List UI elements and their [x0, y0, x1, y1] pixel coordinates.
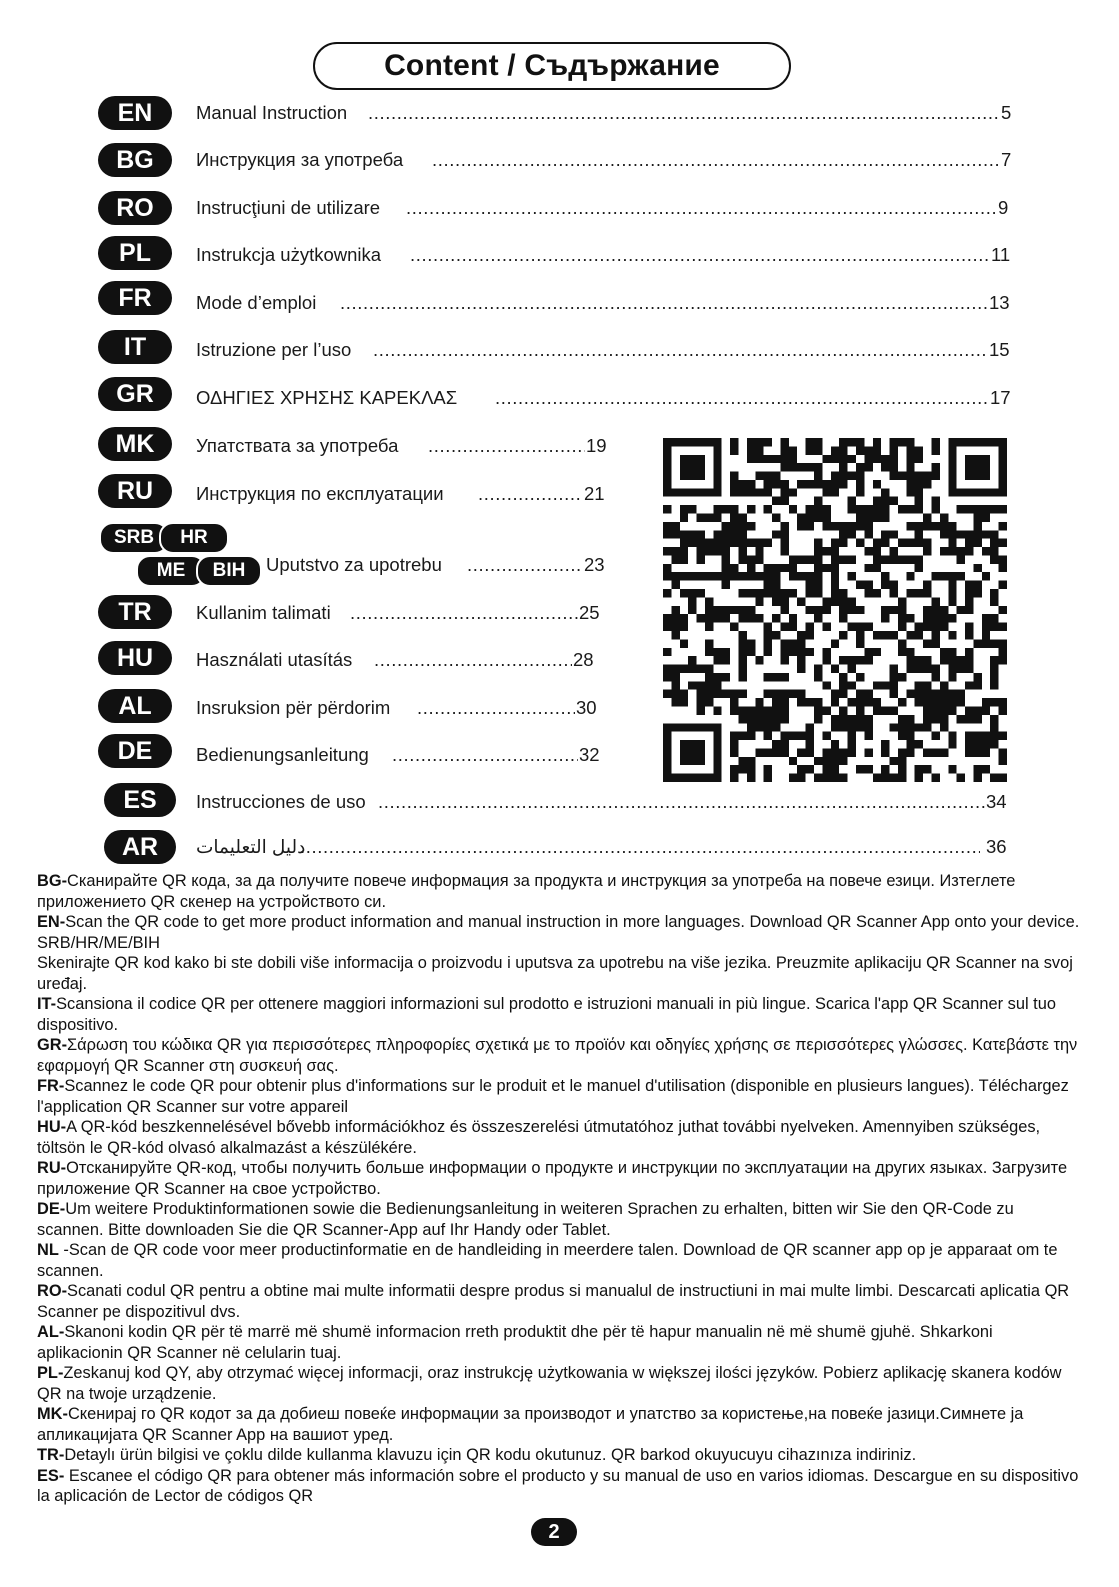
toc-page-al: 30 [576, 697, 597, 718]
toc-label-ar: دليل التعليمات [196, 836, 306, 857]
language-code: MK- [37, 1405, 68, 1423]
instruction-paragraph [37, 1035, 1082, 1076]
instruction-text: Scansiona il codice QR per ottenere maggiori informazioni sul prodotto e istruzioni manuali in più lingue. Scarica l'app QR Scanner sul tuo dispositivo. [37, 995, 1056, 1034]
instruction-text: Skanoni kodin QR për të marrë më shumë informacion rreth produktit dhe për të hapur manualin në më shumë gjuhë. Shkarkoni aplikacionin QR Scanner në celularin tuaj. [37, 1323, 993, 1362]
toc-label-fr: Mode d’emploi [196, 292, 317, 313]
language-badge-hu: HU [98, 641, 172, 675]
language-badge-me: ME [136, 555, 206, 587]
instruction-text: Scan the QR code to get more product information and manual instruction in more languages. Download QR Scanner App onto your device. [65, 913, 1080, 931]
language-badge-ar: AR [104, 830, 176, 864]
language-code: GR- [37, 1036, 68, 1054]
instruction-paragraph [37, 994, 1082, 1035]
page-number: 2 [531, 1518, 577, 1546]
instruction-text: Zeskanuj kod QY, aby otrzymać więcej informacji, oraz instrukcję użytkowania w większej ilości języków. Pobierz aplikację skanera kodów QR na twoje urządzenie. [37, 1364, 1062, 1403]
instruction-paragraph [37, 1240, 1082, 1281]
language-badge-de: DE [98, 734, 172, 768]
language-badge-gr: GR [98, 377, 172, 411]
language-badge-ru: RU [98, 474, 172, 508]
instruction-paragraph [37, 1322, 1082, 1363]
toc-leader [467, 548, 583, 582]
toc-page-bg: 7 [1001, 149, 1012, 170]
toc-leader [417, 691, 575, 725]
toc-label-de: Bedienungsanleitung [196, 744, 369, 765]
toc-page-pl: 11 [991, 244, 1011, 265]
language-code: RU- [37, 1159, 67, 1177]
language-code: ES- [37, 1466, 65, 1485]
instruction-text: Escanee el código QR para obtener más información sobre el producto y su manual de uso en varios idiomas. Descargue en su dispositivo la aplicación de Lector de códigos QR [37, 1466, 1079, 1505]
instruction-paragraph [37, 933, 1082, 954]
instruction-paragraph [37, 1199, 1082, 1240]
toc-page-gr: 17 [990, 387, 1011, 408]
toc-label-es: Instrucciones de uso [196, 791, 366, 812]
language-code: PL- [37, 1364, 64, 1382]
instruction-paragraph [37, 1076, 1082, 1117]
instruction-paragraph [37, 953, 1082, 994]
language-badge-ro: RO [98, 191, 172, 225]
instruction-text: Отсканируйте QR-код, чтобы получить больше информации о продукте и инструкции по эксплуатации на других языках. Загрузите приложение QR Scanner на свое устройство. [37, 1159, 1068, 1198]
language-code: HU- [37, 1118, 67, 1136]
toc-label-gr: ΟΔΗΓΙΕΣ ΧΡΗΣΗΣ ΚΑΡΕΚΛΑΣ [196, 387, 458, 408]
language-badge-bg: BG [98, 143, 172, 177]
toc-leader [478, 477, 583, 511]
instruction-text: Detaylı ürün bilgisi ve çoklu dilde kullanma klavuzu için QR kodu okutunuz. QR barkod okuyucuyu cihazınıza indiriniz. [64, 1446, 917, 1464]
instruction-text: Um weitere Produktinformationen sowie die Bedienungsanleitung in weiteren Sprachen zu erhalten, bitten wir Sie den QR-Code zu scannen. Bitte downloaden Sie die QR Scanner-App auf Ihr Handy oder Tablet. [37, 1200, 1014, 1239]
toc-page-tr: 25 [579, 602, 600, 623]
toc-leader [374, 643, 572, 677]
toc-leader [350, 596, 578, 630]
toc-label-it: Istruzione per l’uso [196, 339, 352, 360]
language-badge-pl: PL [98, 236, 172, 270]
content-title: Content / Съдържание [313, 42, 791, 90]
instruction-text: Σάρωση του κώδικα QR για περισσότερες πληροφορίες σχετικά με το προϊόν και οδηγίες χρήσης σε περισσότερες γλώσσες. Κατεβάστε την εφαρμογή QR Scanner στη συσκευή σας. [37, 1036, 1078, 1075]
toc-page-srb: 23 [584, 554, 605, 575]
toc-page-ru: 21 [584, 483, 605, 504]
instruction-paragraph [37, 1445, 1082, 1466]
language-code: NL [37, 1241, 59, 1259]
instruction-paragraph [37, 912, 1082, 933]
toc-label-tr: Kullanim talimati [196, 602, 331, 623]
toc-page-de: 32 [579, 744, 600, 765]
instruction-text: Scanati codul QR pentru a obtine mai multe informatii despre produs si manualul de instructiuni in mai multe limbi. Descarcati aplicatia QR Scanner pe dispozitivul dvs. [37, 1282, 1070, 1321]
instruction-text: Skenirajte QR kod kako bi ste dobili više informacija o proizvodu i uputsva za upotrebu na više jezika. Preuzmite aplikaciju QR Scanner na svoj uređaj. [37, 954, 1073, 993]
toc-page-ar: 36 [986, 836, 1007, 857]
language-badge-hr: HR [159, 522, 229, 554]
language-badge-bih: BIH [196, 555, 262, 587]
toc-leader [378, 785, 985, 819]
language-badge-mk: MK [98, 427, 172, 461]
instruction-text: Scannez le code QR pour obtenir plus d'informations sur le produit et le manuel d'utilisation (disponible en plusieurs langues). Téléchargez l'application QR Scanner sur votre appareil [37, 1077, 1069, 1116]
instruction-text: -Scan de QR code voor meer productinformatie en de handleiding in meerdere talen. Download de QR scanner app op je apparaat om te scannen. [37, 1241, 1058, 1280]
toc-leader [340, 286, 988, 320]
language-code: BG- [37, 872, 68, 890]
instruction-text: SRB/HR/ME/BIH [37, 933, 160, 952]
toc-leader [406, 191, 997, 225]
toc-page-it: 15 [989, 339, 1010, 360]
toc-label-srb: Uputstvo za upotrebu [266, 554, 442, 575]
language-badge-al: AL [98, 689, 172, 723]
toc-label-hu: Használati utasítás [196, 649, 353, 670]
instruction-paragraph [37, 1404, 1082, 1445]
toc-leader [410, 238, 991, 272]
toc-leader [428, 429, 585, 463]
instruction-paragraph [37, 1117, 1082, 1158]
toc-leader [368, 96, 1000, 130]
toc-leader [373, 333, 988, 367]
language-code: RO- [37, 1282, 68, 1300]
qr-finder-pattern [663, 438, 722, 497]
language-badge-tr: TR [98, 595, 172, 629]
instruction-paragraph [37, 871, 1082, 912]
toc-label-ru: Инструкция по експлуатации [196, 483, 444, 504]
qr-instructions-text [37, 871, 1082, 1507]
language-code: IT- [37, 995, 57, 1013]
qr-finder-pattern [948, 438, 1007, 497]
instruction-paragraph [37, 1466, 1082, 1507]
language-code: EN- [37, 913, 66, 931]
toc-label-pl: Instrukcja użytkownika [196, 244, 382, 265]
toc-leader [300, 830, 980, 864]
instruction-paragraph [37, 1158, 1082, 1199]
toc-page-en: 5 [1001, 102, 1012, 123]
toc-page-ro: 9 [998, 197, 1009, 218]
language-code: TR- [37, 1446, 65, 1464]
language-badge-srb: SRB [99, 522, 169, 554]
toc-page-es: 34 [986, 791, 1007, 812]
language-badge-fr: FR [98, 281, 172, 315]
language-badge-en: EN [98, 96, 172, 130]
toc-label-en: Manual Instruction [196, 102, 348, 123]
qr-code[interactable] [663, 437, 1007, 783]
language-badge-es: ES [104, 783, 176, 817]
language-code: FR- [37, 1077, 65, 1095]
toc-label-mk: Упатствата за употреба [196, 435, 399, 456]
language-code: DE- [37, 1200, 66, 1218]
instruction-paragraph [37, 1363, 1082, 1404]
toc-page-mk: 19 [586, 435, 607, 456]
instruction-text: Сканирайте QR кода, за да получите повече информация за продукта и инструкция за употреба на повече езици. Изтеглете приложението QR скенер на устройството си. [37, 872, 1016, 911]
toc-leader [392, 738, 578, 772]
instruction-text: Скенирај го QR кодот за да добиеш повеќе информации за производот и упатство за користење,на повеќе јазици.Симнете ја апликацијата QR Scanner App на вашиот уред. [37, 1405, 1024, 1444]
toc-leader [432, 143, 1000, 177]
instruction-paragraph [37, 1281, 1082, 1322]
toc-label-ro: Instrucţiuni de utilizare [196, 197, 381, 218]
toc-leader [495, 381, 989, 415]
language-badge-it: IT [98, 330, 172, 364]
toc-label-al: Insruksion për përdorim [196, 697, 391, 718]
toc-label-bg: Инструкция за употреба [196, 149, 404, 170]
instruction-text: A QR-kód beszkennelésével bővebb információkhoz és összeszerelési útmutatóhoz juthat további nyelveken. Amennyiben szükséges, töltsön le QR-kód olvasó alkalmazást a készülékére. [37, 1118, 1041, 1157]
toc-page-fr: 13 [989, 292, 1010, 313]
language-code: AL- [37, 1323, 65, 1341]
toc-page-hu: 28 [573, 649, 594, 670]
qr-finder-pattern [663, 723, 722, 782]
